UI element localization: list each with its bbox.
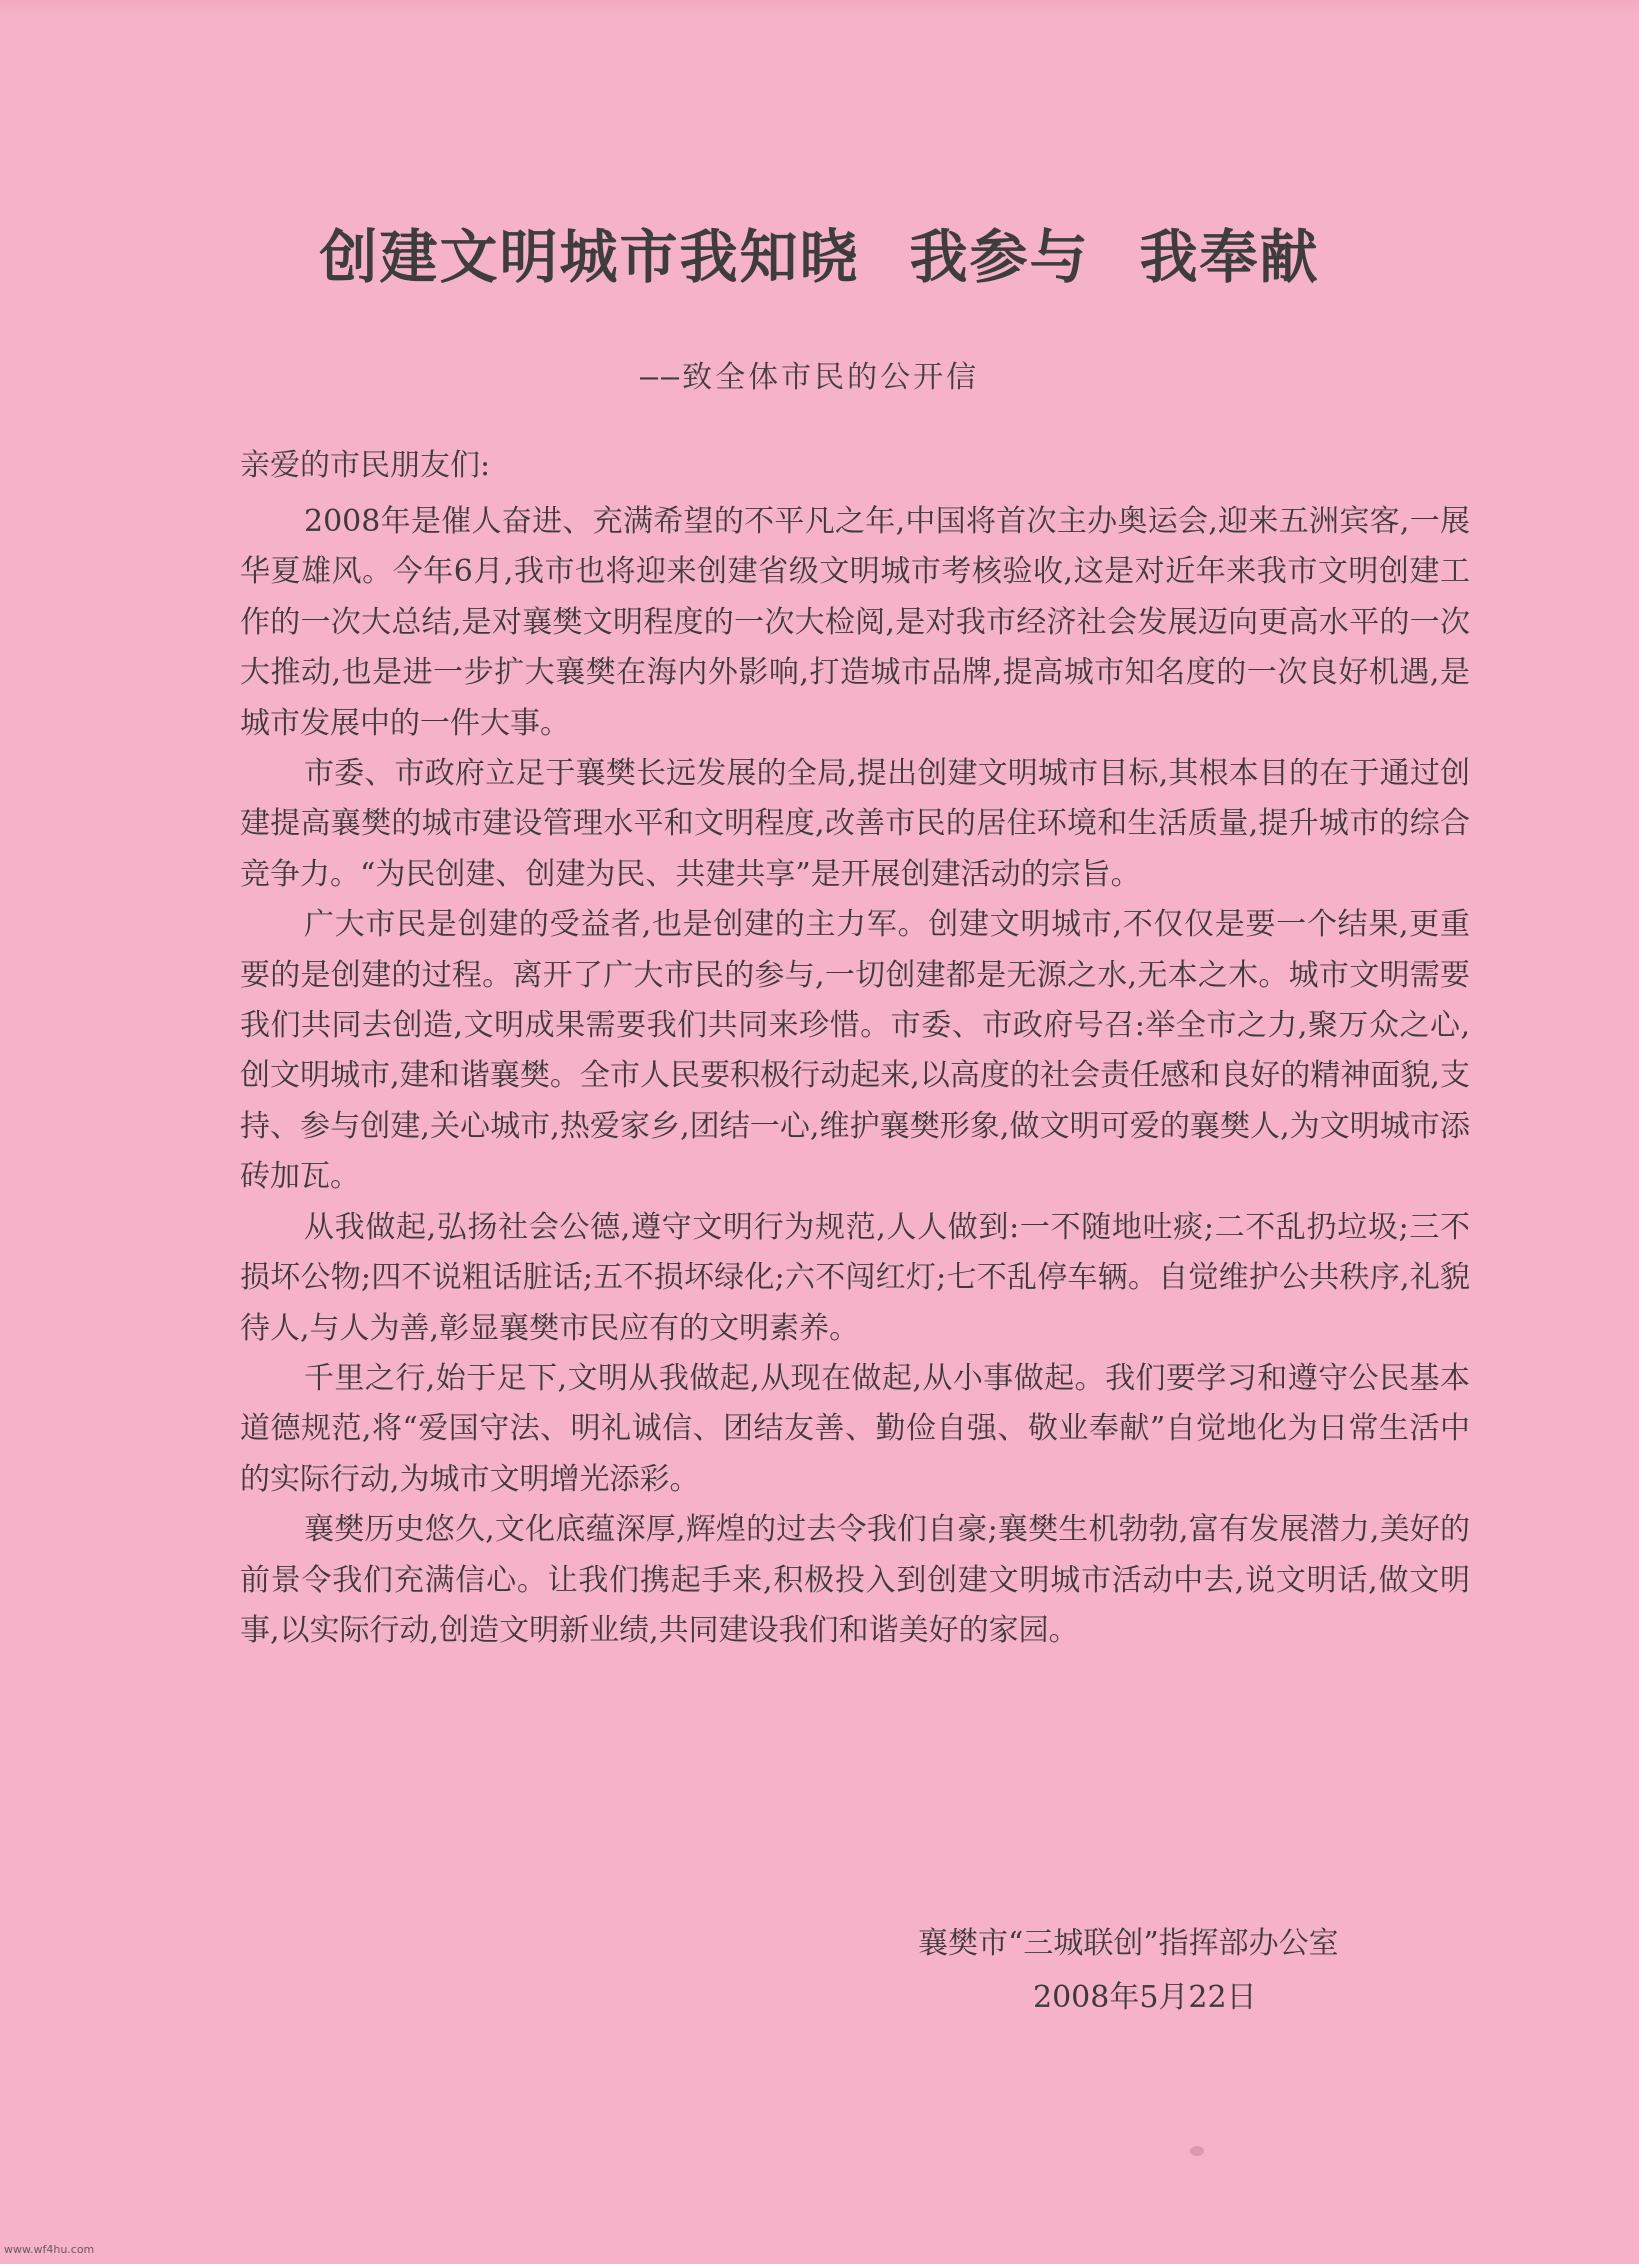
- title-part-1: 创建文明城市我知晓: [319, 223, 860, 291]
- paragraph-2: 市委、市政府立足于襄樊长远发展的全局,提出创建文明城市目标,其根本目的在于通过创建提高襄樊的城市建设管理水平和文明程度,改善市民的居住环境和生活质量,提升城市的综合竞争力。“为民创建、创建为民、共建共享”是开展创建活动的宗旨。: [240, 756, 1470, 892]
- ink-smudge: [1190, 2146, 1204, 2156]
- paragraph-4: 从我做起,弘扬社会公德,遵守文明行为规范,人人做到:一不随地吐痰;二不乱扔垃圾;三不损坏公物;四不说粗话脏话;五不损坏绿化;六不闯红灯;七不乱停车辆。自觉维护公共秩序,礼貌待人,与人为善,彰显襄樊市民应有的文明素养。: [240, 1209, 1470, 1346]
- document-title: [0, 210, 1639, 294]
- signature-date: 2008年5月22日: [1033, 1980, 1257, 2015]
- letter-body: [240, 497, 1470, 1656]
- scan-edge: [0, 0, 1639, 14]
- document-subtitle: ——致全体市民的公开信: [640, 360, 980, 395]
- paragraph-6: 襄樊历史悠久,文化底蕴深厚,辉煌的过去令我们自豪;襄樊生机勃勃,富有发展潜力,美好的前景令我们充满信心。让我们携起手来,积极投入到创建文明城市活动中去,说文明话,做文明事,以实际行动,创造文明新业绩,共同建设我们和谐美好的家园。: [240, 1512, 1470, 1648]
- salutation: 亲爱的市民朋友们:: [240, 448, 491, 483]
- title-part-2: 我参与: [909, 223, 1090, 291]
- signature-organization: 襄樊市“三城联创”指挥部办公室: [918, 1926, 1339, 1961]
- paragraph-3: 广大市民是创建的受益者,也是创建的主力军。创建文明城市,不仅仅是要一个结果,更重要的是创建的过程。离开了广大市民的参与,一切创建都是无源之水,无本之木。城市文明需要我们共同去创造,文明成果需要我们共同来珍惜。市委、市政府号召:举全市之力,聚万众之心,创文明城市,建和谐襄樊。全市人民要积极行动起来,以高度的社会责任感和良好的精神面貌,支持、参与创建,关心城市,热爱家乡,团结一心,维护襄樊形象,做文明可爱的襄樊人,为文明城市添砖加瓦。: [240, 907, 1470, 1195]
- title-part-3: 我奉献: [1139, 223, 1320, 291]
- paragraph-1: 2008年是催人奋进、充满希望的不平凡之年,中国将首次主办奥运会,迎来五洲宾客,一展华夏雄风。今年6月,我市也将迎来创建省级文明城市考核验收,这是对近年来我市文明创建工作的一次大总结,是对襄樊文明程度的一次大检阅,是对我市经济社会发展迈向更高水平的一次大推动,也是进一步扩大襄樊在海内外影响,打造城市品牌,提高城市知名度的一次良好机遇,是城市发展中的一件大事。: [240, 504, 1470, 741]
- paragraph-5: 千里之行,始于足下,文明从我做起,从现在做起,从小事做起。我们要学习和遵守公民基本道德规范,将“爱国守法、明礼诚信、团结友善、勤俭自强、敬业奉献”自觉地化为日常生活中的实际行动,为城市文明增光添彩。: [240, 1360, 1470, 1497]
- site-watermark: www.wf4hu.com: [4, 2243, 95, 2256]
